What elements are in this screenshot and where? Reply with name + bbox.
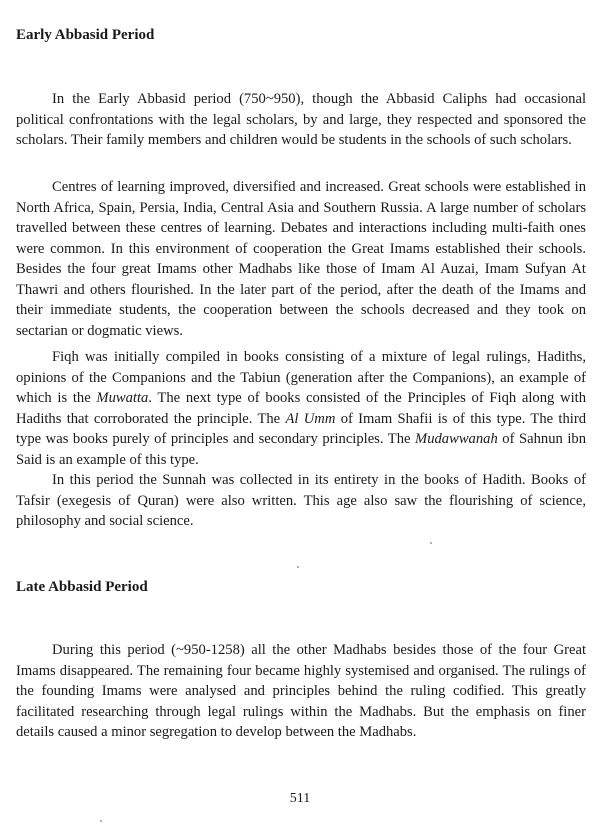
section-heading-late-abbasid: Late Abbasid Period: [16, 579, 148, 595]
scan-speck: [297, 566, 299, 568]
paragraph-early-abbasid-intro: In the Early Abbasid period (750~950), though the Abbasid Caliphs had occasional political confrontations with the legal scholars, by and large, they respected and sponsored the scholars. Their family members and children would be students in the schools of such scholars.: [16, 91, 586, 148]
section-heading-early-abbasid: Early Abbasid Period: [16, 27, 155, 43]
paragraph-fiqh-books: Fiqh was initially compiled in books consisting of a mixture of legal rulings, Hadiths, opinions of the Companions and the Tabiun (generation after the Companions), an example of which is the Muwatta. The next type of books consisted of the Principles of Fiqh along with Hadiths that corroborated the principle. The Al Umm of Imam Shafii is of this type. The third type was books purely of principles and secondary principles. The Mudawwanah of Sahnun ibn Said is an example of this type.: [16, 349, 586, 468]
book-title-muwatta: Muwatta: [96, 390, 149, 406]
page-number: 511: [289, 791, 311, 806]
scan-speck: [100, 820, 102, 822]
paragraph-centres-of-learning: Centres of learning improved, diversified and increased. Great schools were established in North Africa, Spain, Persia, India, Central Asia and Southern Russia. A large number of scholars travelled between these centres of learning. Debates and interactions including multi-faith ones were common. In this environment of cooperation the Great Imams established their schools. Besides the four great Imams other Madhabs like those of Imam Al Auzai, Imam Sufyan At Thawri and others flourished. In the later part of the period, after the death of the Imams and their immediate students, the cooperation between the schools decreased and they took on sectarian or dogmatic views.: [16, 179, 586, 339]
book-title-mudawwanah: Mudawwanah: [415, 431, 498, 447]
book-title-al-umm: Al Umm: [285, 410, 336, 427]
scan-speck: [430, 542, 432, 544]
paragraph-late-abbasid: During this period (~950-1258) all the other Madhabs besides those of the four Great Imams disappeared. The remaining four became highly systemised and organised. The rulings of the founding Imams were analysed and principles behind the ruling codified. This greatly facilitated researching through legal rulings within the Madhabs. But the emphasis on finer details caused a minor segregation to develop between the Madhabs.: [16, 642, 586, 740]
paragraph-sunnah-collection: In this period the Sunnah was collected in its entirety in the books of Hadith. Books of Tafsir (exegesis of Quran) were also written. This age also saw the flourishing of science, philosophy and social science.: [16, 472, 586, 529]
